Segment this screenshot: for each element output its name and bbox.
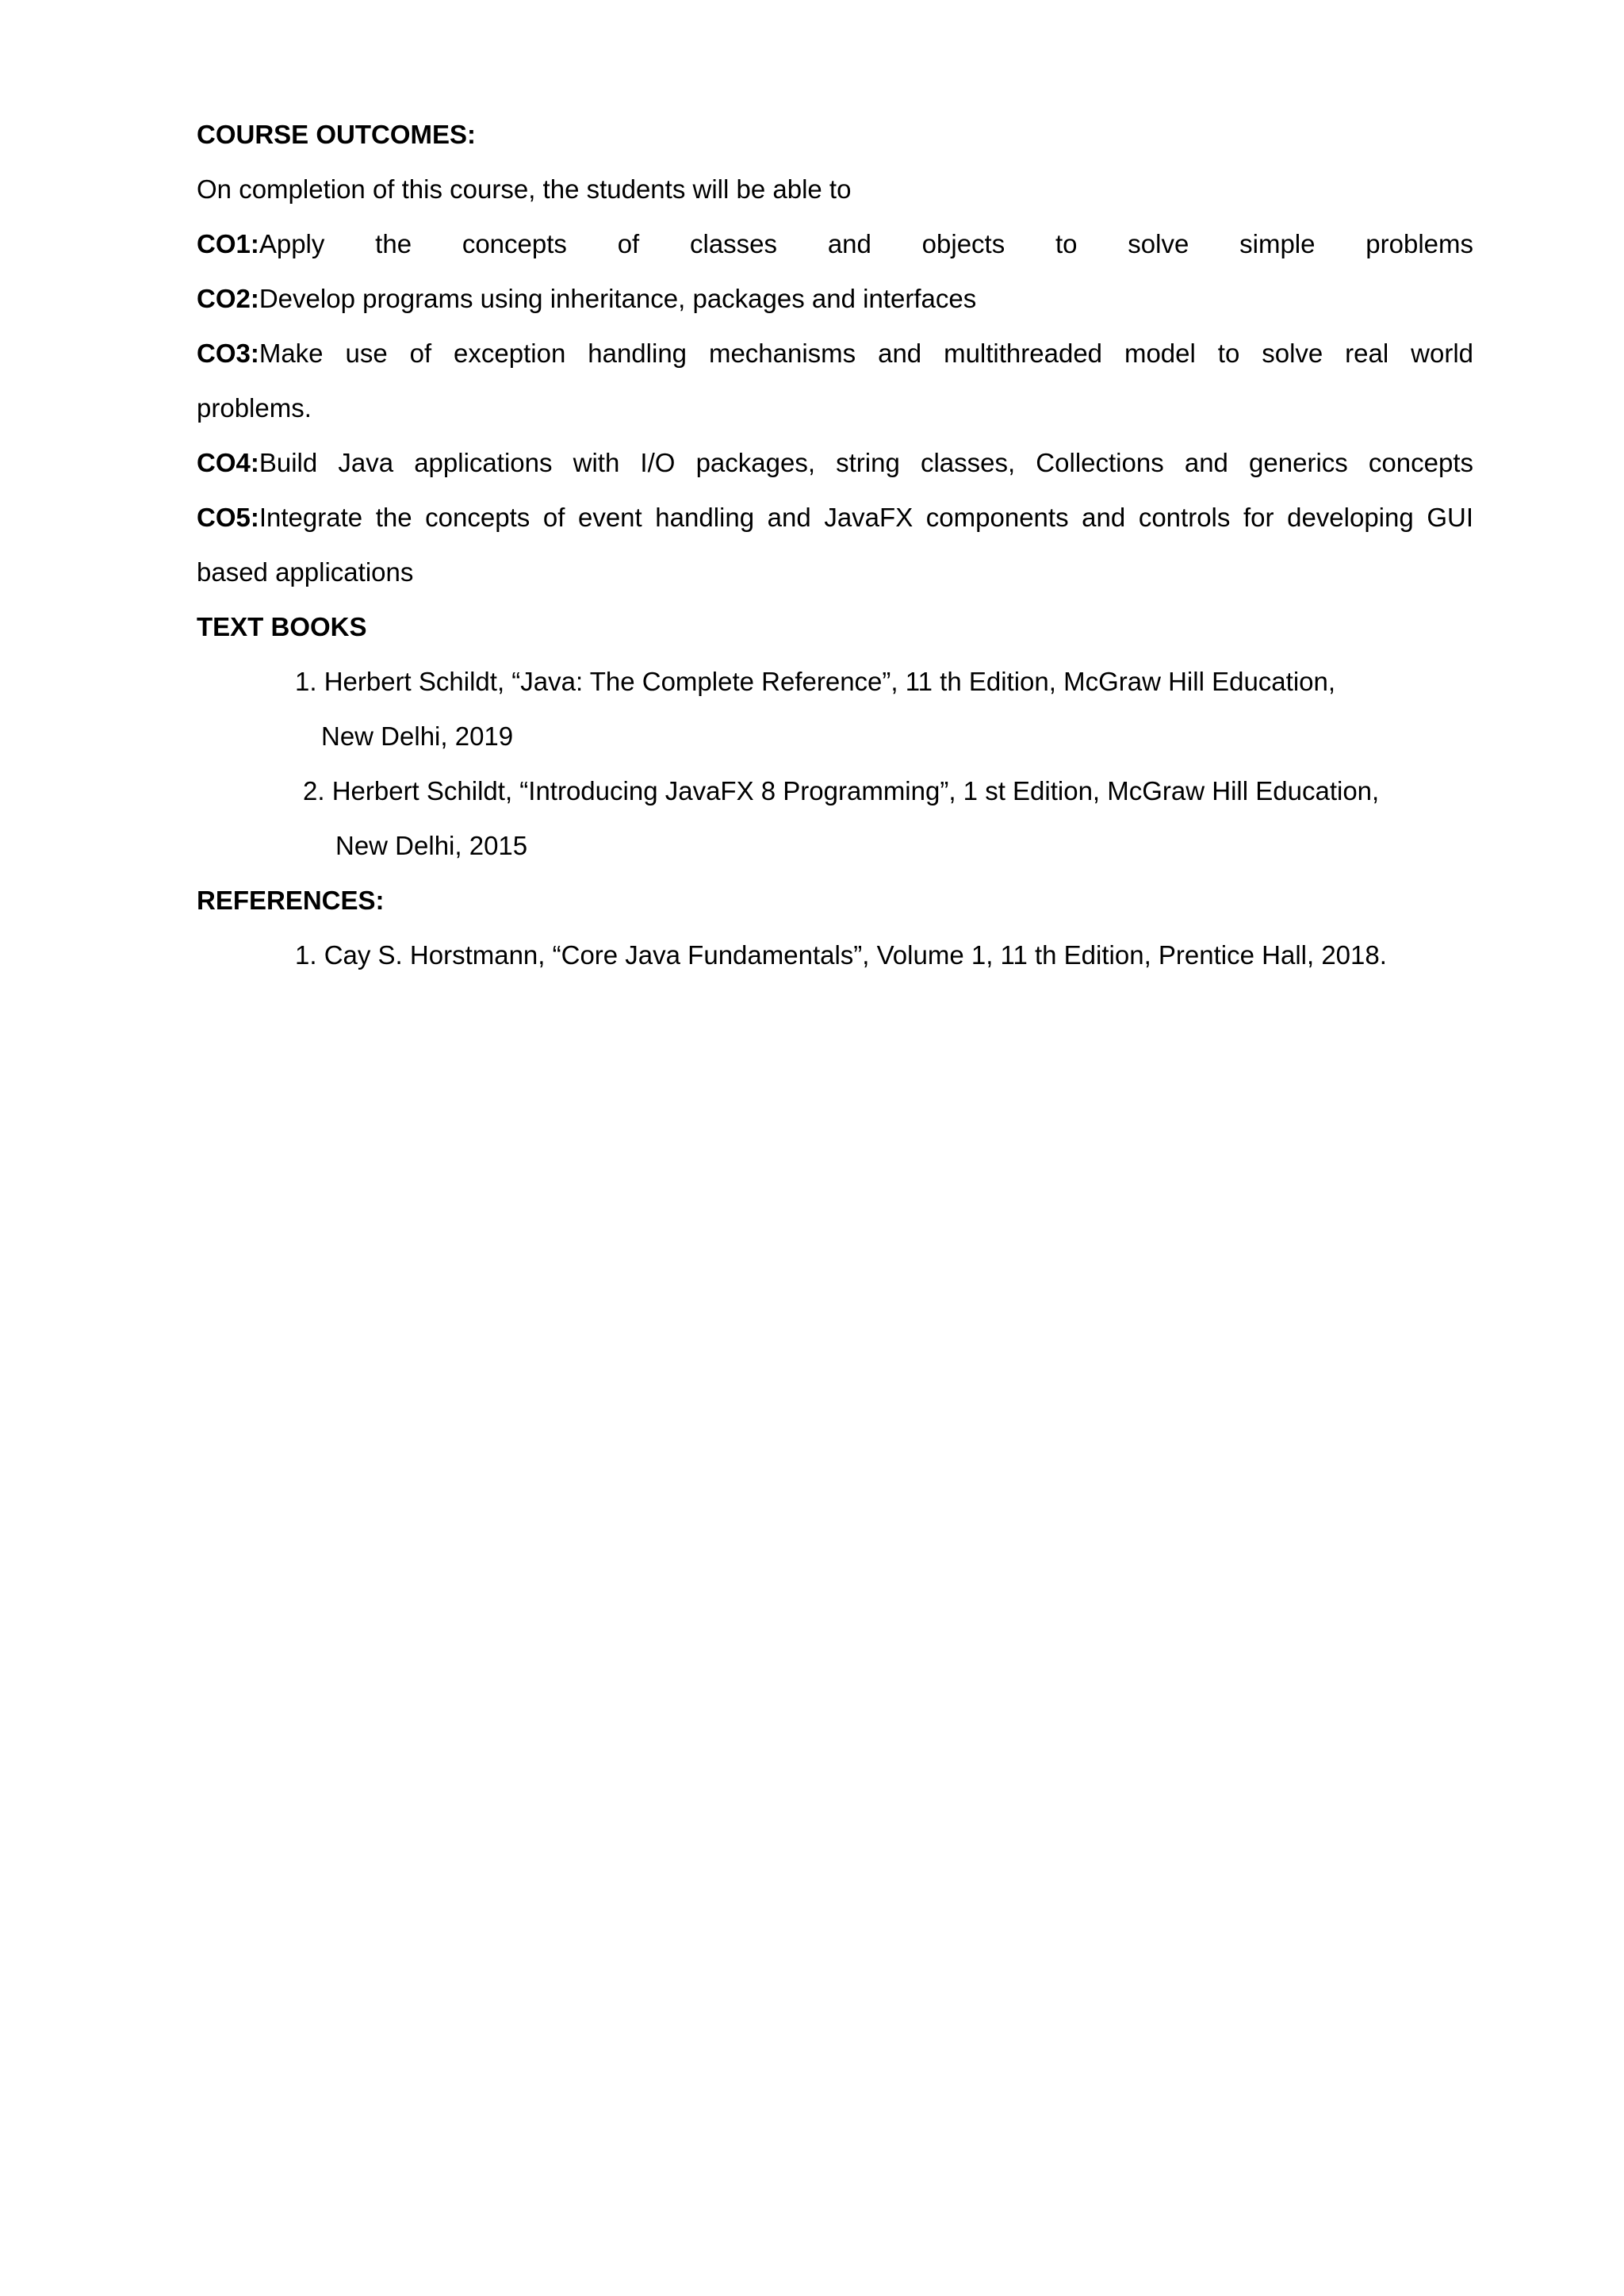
outcome-label: CO1:: [197, 229, 259, 258]
outcome-text: Develop programs using inheritance, packages and interfaces: [259, 284, 977, 313]
course-outcomes-intro: On completion of this course, the students will be able to: [197, 174, 852, 204]
outcome-co3: [197, 338, 1473, 369]
outcome-text: Integrate the concepts of event handling and JavaFX components and controls for developing GUI: [259, 503, 1473, 532]
outcome-text: Apply the concepts of classes and objects to solve simple problems: [259, 229, 1473, 258]
outcome-co3-continuation: problems.: [197, 393, 312, 423]
text-books-heading: TEXT BOOKS: [197, 612, 367, 641]
outcome-label: CO5:: [197, 503, 259, 532]
outcome-co1: [197, 228, 1473, 260]
outcome-co4: [197, 447, 1473, 479]
outcome-label: CO3:: [197, 339, 259, 368]
outcome-co5-continuation: based applications: [197, 557, 414, 587]
textbook-item-2: 2. Herbert Schildt, “Introducing JavaFX 8 Programming”, 1 st Edition, McGraw Hill Education,: [303, 776, 1380, 806]
references-heading: REFERENCES:: [197, 886, 385, 915]
course-outcomes-heading: COURSE OUTCOMES:: [197, 120, 477, 149]
outcome-label: CO4:: [197, 448, 259, 477]
outcome-label: CO2:: [197, 284, 259, 313]
outcome-text: Make use of exception handling mechanisms and multithreaded model to solve real world: [259, 339, 1473, 368]
outcome-text: Build Java applications with I/O packages, string classes, Collections and generics concepts: [259, 448, 1473, 477]
reference-item-1: 1. Cay S. Horstmann, “Core Java Fundamentals”, Volume 1, 11 th Edition, Prentice Hall, 2018.: [295, 940, 1387, 970]
textbook-item-1: 1. Herbert Schildt, “Java: The Complete Reference”, 11 th Edition, McGraw Hill Education,: [295, 667, 1336, 696]
outcome-co2: [197, 283, 1473, 315]
textbook-item-2-continuation: New Delhi, 2015: [335, 831, 528, 860]
textbook-item-1-continuation: New Delhi, 2019: [321, 721, 514, 751]
outcome-co5: [197, 502, 1473, 534]
